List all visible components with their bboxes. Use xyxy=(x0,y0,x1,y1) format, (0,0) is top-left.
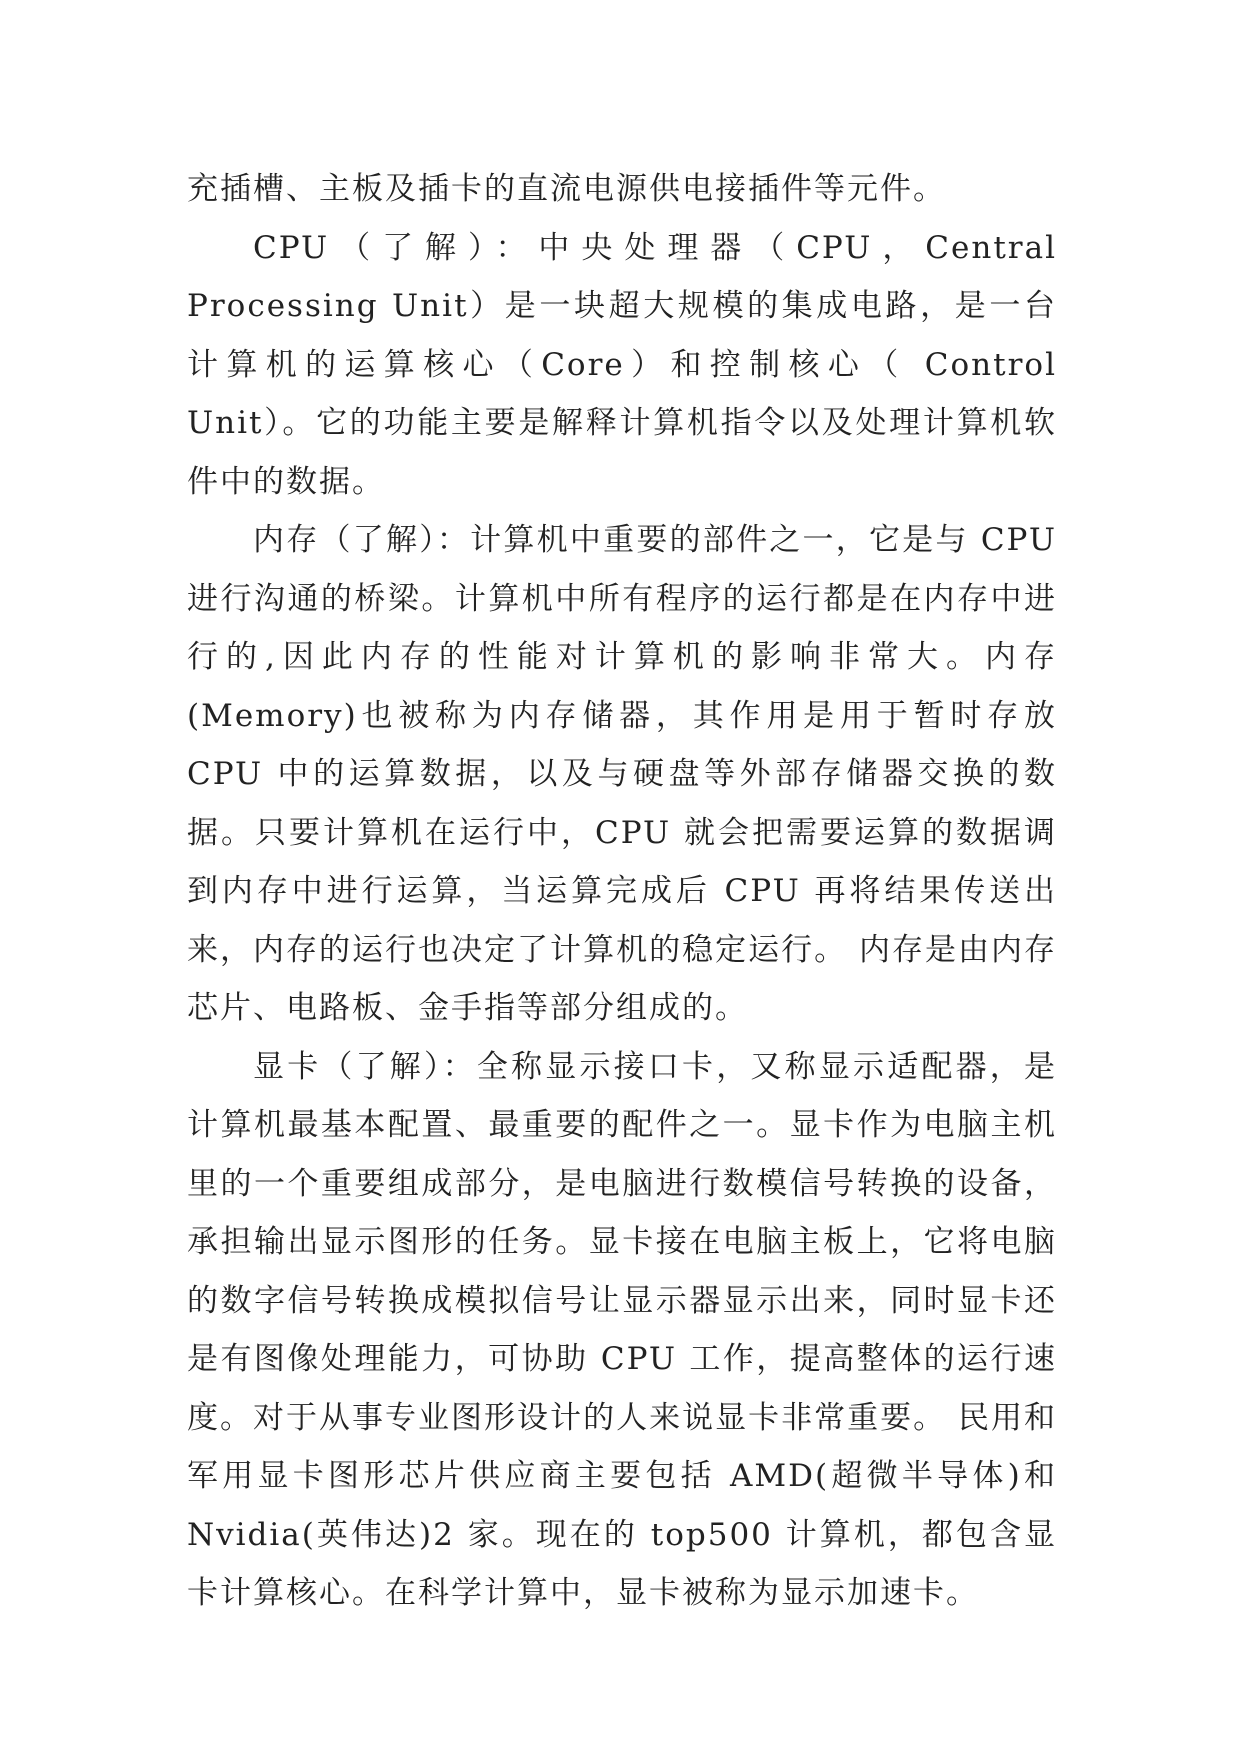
paragraph-continuation: 充插槽、主板及插卡的直流电源供电接插件等元件。 xyxy=(187,171,946,207)
paragraph-cpu: CPU（了解）：中央处理器（CPU，Central Processing Unit）是一块超大规模的集成电路，是一台计算机的运算核心（Core）和控制核心（ Control Unit）。它的功能主要是解释计算机指令以及处理计算机软件中的数据。 xyxy=(187,229,1057,500)
document-body xyxy=(187,160,1057,1623)
paragraph-graphics-card: 显卡（了解）：全称显示接口卡，又称显示适配器，是计算机最基本配置、最重要的配件之一。显卡作为电脑主机里的一个重要组成部分，是电脑进行数模信号转换的设备，承担输出显示图形的任务。显卡接在电脑主板上，它将电脑的数字信号转换成模拟信号让显示器显示出来，同时显卡还是有图像处理能力，可协助 CPU 工作，提高整体的运行速度。对于从事专业图形设计的人来说显卡非常重要。 民用和军用显卡图形芯片供应商主要包括 AMD(超微半导体)和Nvidia(英伟达)2 家。现在的 top500 计算机，都包含显卡计算核心。在科学计算中，显卡被称为显示加速卡。 xyxy=(187,1048,1057,1611)
paragraph-memory: 内存（了解）：计算机中重要的部件之一，它是与 CPU 进行沟通的桥梁。计算机中所有程序的运行都是在内存中进行的,因此内存的性能对计算机的影响非常大。内存(Memory)也被称为内存储器，其作用是用于暂时存放 CPU 中的运算数据，以及与硬盘等外部存储器交换的数据。只要计算机在运行中，CPU 就会把需要运算的数据调到内存中进行运算，当运算完成后 CPU 再将结果传送出来，内存的运行也决定了计算机的稳定运行。 内存是由内存芯片、电路板、金手指等部分组成的。 xyxy=(187,522,1057,1026)
